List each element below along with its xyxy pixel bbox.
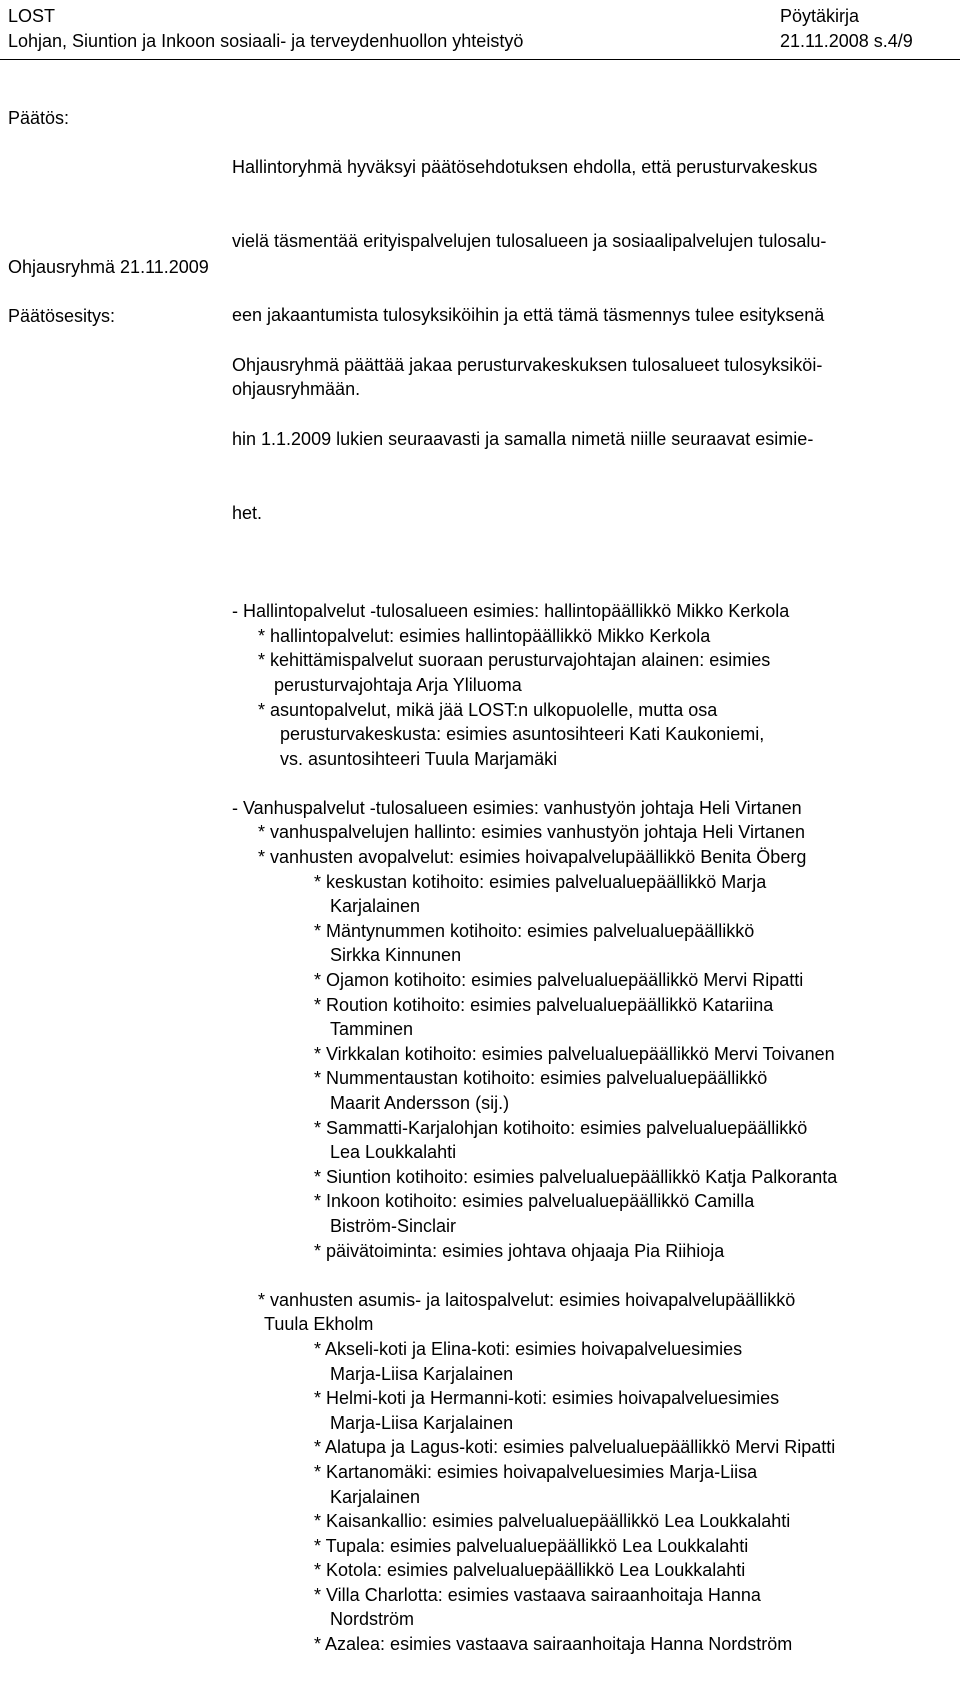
list-item: Tamminen <box>330 1019 414 1040</box>
list-item: Nordström <box>330 1609 415 1630</box>
section-heading: Ohjausryhmä 21.11.2009 <box>8 257 209 277</box>
list-item: perusturvakeskusta: esimies asuntosihteeri Kati Kaukoniemi, <box>280 724 765 745</box>
list-item: * Mäntynummen kotihoito: esimies palvelualuepäällikkö <box>314 920 755 941</box>
list-item: * Ojamon kotihoito: esimies palvelualuepäällikkö Mervi Ripatti <box>314 970 804 991</box>
list-item: * Kaisankallio: esimies palvelualuepäällikkö Lea Loukkalahti <box>314 1511 791 1532</box>
proposal-line: hin 1.1.2009 lukien seuraavasti ja samalla nimetä niille seuraavat esimie- <box>232 428 814 449</box>
list-item: Marja-Liisa Karjalainen <box>330 1363 514 1384</box>
list-item: * Alatupa ja Lagus-koti: esimies palvelualuepäällikkö Mervi Ripatti <box>314 1437 836 1458</box>
list-item: * Kartanomäki: esimies hoivapalveluesimies Marja-Liisa <box>314 1461 758 1482</box>
list-item: * Azalea: esimies vastaava sairaanhoitaja Hanna Nordström <box>314 1634 793 1655</box>
list-item: * hallintopalvelut: esimies hallintopäällikkö Mikko Kerkola <box>258 625 711 646</box>
document-type: Pöytäkirja <box>780 6 860 26</box>
list-item: * päivätoiminta: esimies johtava ohjaaja Pia Riihioja <box>314 1240 725 1261</box>
blank-line <box>232 1263 837 1288</box>
list-item: * vanhusten avopalvelut: esimies hoivapalvelupäällikkö Benita Öberg <box>258 847 807 868</box>
organization-short-name: LOST <box>8 6 56 26</box>
decision-label: Päätös: <box>8 108 70 128</box>
list-item: Maarit Andersson (sij.) <box>330 1093 510 1113</box>
list-item: * keskustan kotihoito: esimies palvelualuepäällikkö Marja <box>314 871 767 892</box>
proposal-line: het. <box>232 502 263 523</box>
list-item: Biström-Sinclair <box>330 1215 457 1236</box>
organization-list <box>232 575 837 1657</box>
blank-line <box>232 771 837 796</box>
list-item: * Roution kotihoito: esimies palvelualuepäällikkö Katariina <box>314 994 774 1015</box>
proposal-line: Ohjausryhmä päättää jakaa perusturvakeskuksen tulosalueet tulosyksiköi- <box>232 355 823 376</box>
list-item: * Akseli-koti ja Elina-koti: esimies hoivapalveluesimies <box>314 1338 743 1359</box>
list-item: * Siuntion kotihoito: esimies palvelualuepäällikkö Katja Palkoranta <box>314 1166 838 1187</box>
proposal-label: Päätösesitys: <box>8 306 116 326</box>
list-item: Karjalainen <box>330 896 421 917</box>
list-item: * kehittämispalvelut suoraan perusturvajohtajan alainen: esimies <box>258 650 771 671</box>
list-item: * Helmi-koti ja Hermanni-koti: esimies hoivapalveluesimies <box>314 1388 780 1409</box>
list-item: * vanhuspalvelujen hallinto: esimies vanhustyön johtaja Heli Virtanen <box>258 822 806 843</box>
list-item: Lea Loukkalahti <box>330 1142 457 1163</box>
list-item: - Vanhuspalvelut -tulosalueen esimies: vanhustyön johtaja Heli Virtanen <box>232 797 802 818</box>
list-item: * Tupala: esimies palvelualuepäällikkö Lea Loukkalahti <box>314 1535 749 1556</box>
date-and-page: 21.11.2008 s.4/9 <box>780 31 913 51</box>
list-item: perusturvajohtaja Arja Yliluoma <box>274 674 522 695</box>
list-item: * asuntopalvelut, mikä jää LOST:n ulkopuolelle, mutta osa <box>258 699 718 720</box>
organization-full-name: Lohjan, Siuntion ja Inkoon sosiaali- ja terveydenhuollon yhteistyö <box>8 31 524 51</box>
list-item: vs. asuntosihteeri Tuula Marjamäki <box>280 748 558 769</box>
list-item: - Hallintopalvelut -tulosalueen esimies: hallintopäällikkö Mikko Kerkola <box>232 601 790 622</box>
decision-line: ohjausryhmään. <box>232 378 361 399</box>
blank-line <box>232 575 837 600</box>
list-item: * Inkoon kotihoito: esimies palvelualuepäällikkö Camilla <box>314 1191 755 1212</box>
decision-line: een jakaantumista tulosyksiköihin ja että tämä täsmennys tulee esityksenä <box>232 304 825 325</box>
decision-line: Hallintoryhmä hyväksyi päätösehdotuksen ehdolla, että perusturvakeskus <box>232 157 818 178</box>
list-item: * Kotola: esimies palvelualuepäällikkö Lea Loukkalahti <box>314 1560 746 1581</box>
list-item: Karjalainen <box>330 1486 421 1507</box>
list-item: Marja-Liisa Karjalainen <box>330 1412 514 1433</box>
list-item: Sirkka Kinnunen <box>330 945 462 966</box>
list-item: * Sammatti-Karjalohjan kotihoito: esimies palvelualuepäällikkö <box>314 1117 808 1138</box>
proposal-text <box>232 304 837 1681</box>
list-item: * Nummentaustan kotihoito: esimies palvelualuepäällikkö <box>314 1068 768 1089</box>
list-item: * vanhusten asumis- ja laitospalvelut: esimies hoivapalvelupäällikkö <box>258 1289 796 1310</box>
list-item: * Virkkalan kotihoito: esimies palvelualuepäällikkö Mervi Toivanen <box>314 1043 835 1064</box>
decision-line: vielä täsmentää erityispalvelujen tulosalueen ja sosiaalipalvelujen tulosalu- <box>232 230 827 251</box>
document-header <box>0 0 960 60</box>
list-item: * Villa Charlotta: esimies vastaava sairaanhoitaja Hanna <box>314 1584 761 1605</box>
list-item: Tuula Ekholm <box>264 1314 374 1335</box>
